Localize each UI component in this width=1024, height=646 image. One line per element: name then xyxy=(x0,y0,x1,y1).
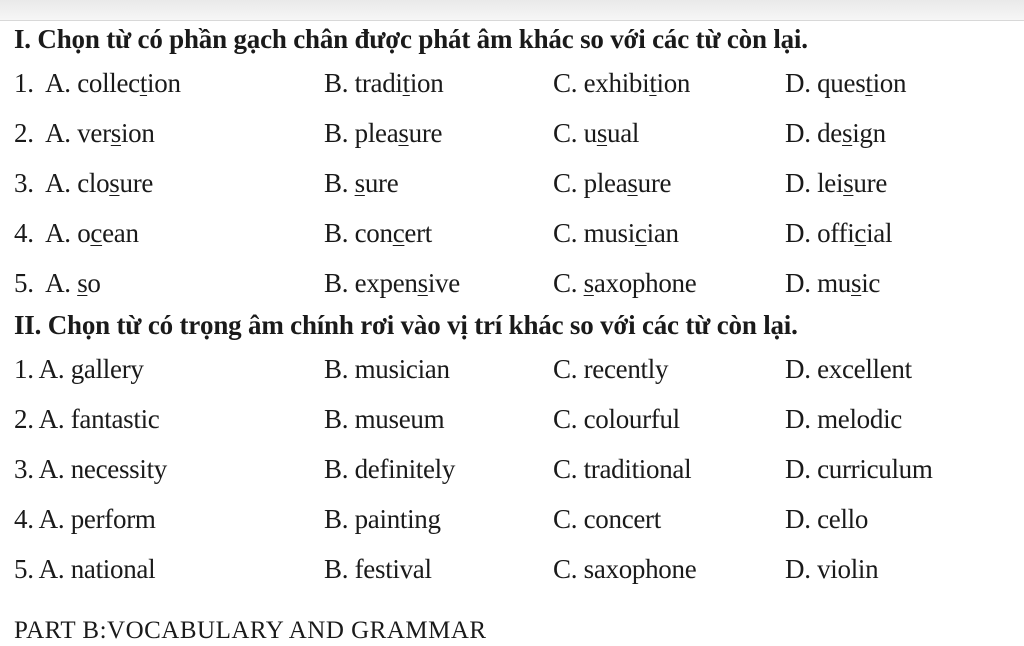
question-row xyxy=(14,258,1014,308)
question-row xyxy=(14,394,1014,444)
option-b: B. festival xyxy=(324,554,432,584)
underlined-letter: s xyxy=(851,268,862,298)
option-b: B. tradition xyxy=(324,68,444,98)
underlined-letter: c xyxy=(392,218,405,248)
option-c: C. musician xyxy=(553,218,679,248)
option-a: 3. A. necessity xyxy=(14,454,167,484)
part-b-heading: PART B:VOCABULARY AND GRAMMAR xyxy=(14,617,487,644)
option-a: 5. A. national xyxy=(14,554,156,584)
underlined-letter: s xyxy=(843,168,854,198)
option-d: D. excellent xyxy=(785,354,912,384)
underlined-letter: s xyxy=(109,168,120,198)
option-d: D. cello xyxy=(785,504,869,534)
underlined-letter: s xyxy=(596,118,608,148)
underlined-letter: s xyxy=(77,268,88,298)
option-d: D. music xyxy=(785,268,881,298)
section-1-title: I. Chọn từ có phần gạch chân được phát âm khác so với các từ còn lại. xyxy=(14,24,808,54)
section-1-questions xyxy=(14,58,1014,308)
underlined-letter: s xyxy=(354,168,365,198)
underlined-letter: c xyxy=(90,218,103,248)
option-c: C. colourful xyxy=(553,404,680,434)
question-row xyxy=(14,494,1014,544)
option-c: C. recently xyxy=(553,354,669,384)
question-row xyxy=(14,108,1014,158)
underlined-letter: t xyxy=(865,68,873,98)
option-a: 5. A. so xyxy=(14,268,101,298)
underlined-letter: s xyxy=(842,118,853,148)
underlined-letter: t xyxy=(139,68,148,98)
option-c: C. usual xyxy=(553,118,640,148)
option-b: B. museum xyxy=(324,404,445,434)
underlined-letter: s xyxy=(583,268,594,298)
option-b: B. expensive xyxy=(324,268,460,298)
option-d: D. violin xyxy=(785,554,879,584)
option-b: B. painting xyxy=(324,504,441,534)
option-b: B. musician xyxy=(324,354,450,384)
question-row xyxy=(14,444,1014,494)
question-row xyxy=(14,544,1014,594)
option-b: B. pleasure xyxy=(324,118,443,148)
underlined-letter: t xyxy=(402,68,410,98)
window-top-bar xyxy=(0,0,1024,21)
underlined-letter: s xyxy=(627,168,638,198)
option-d: D. official xyxy=(785,218,893,248)
option-d: D. question xyxy=(785,68,907,98)
option-d: D. melodic xyxy=(785,404,902,434)
underlined-letter: s xyxy=(417,268,428,298)
underlined-letter: t xyxy=(649,68,657,98)
option-a: 1. A. collection xyxy=(14,68,181,98)
section-2-questions xyxy=(14,344,1014,594)
option-a: 1. A. gallery xyxy=(14,354,144,384)
option-b: B. concert xyxy=(324,218,432,248)
underlined-letter: c xyxy=(854,218,867,248)
option-c: C. saxophone xyxy=(553,554,697,584)
question-row xyxy=(14,208,1014,258)
option-a: 2. A. fantastic xyxy=(14,404,160,434)
option-c: C. concert xyxy=(553,504,661,534)
option-c: C. saxophone xyxy=(553,268,697,298)
document-page xyxy=(14,20,1014,644)
underlined-letter: s xyxy=(398,118,409,148)
option-a: 4. A. ocean xyxy=(14,218,139,248)
underlined-letter: c xyxy=(634,218,647,248)
option-b: B. sure xyxy=(324,168,399,198)
option-c: C. exhibition xyxy=(553,68,691,98)
option-a: 4. A. perform xyxy=(14,504,156,534)
underlined-letter: s xyxy=(110,118,121,148)
question-row xyxy=(14,344,1014,394)
option-d: D. design xyxy=(785,118,886,148)
option-c: C. traditional xyxy=(553,454,692,484)
option-a: 2. A. version xyxy=(14,118,155,148)
option-a: 3. A. closure xyxy=(14,168,154,198)
option-d: D. curriculum xyxy=(785,454,933,484)
option-b: B. definitely xyxy=(324,454,456,484)
section-2-title: II. Chọn từ có trọng âm chính rơi vào vị trí khác so với các từ còn lại. xyxy=(14,310,798,340)
option-c: C. pleasure xyxy=(553,168,672,198)
question-row xyxy=(14,158,1014,208)
question-row xyxy=(14,58,1014,108)
option-d: D. leisure xyxy=(785,168,887,198)
